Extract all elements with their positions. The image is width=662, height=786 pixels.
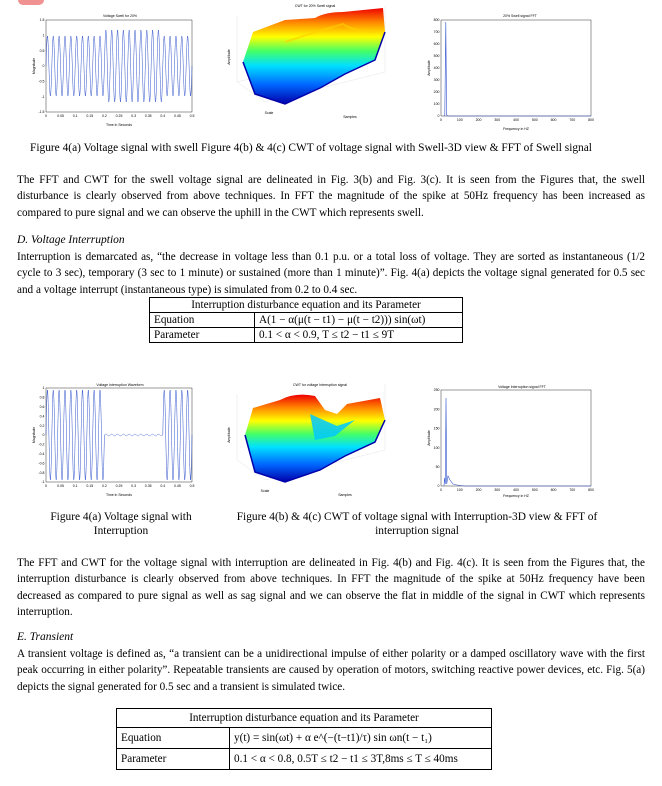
- interruption-waveform-svg: [30, 380, 195, 498]
- figure-4b-swell-cwt-3d: [225, 2, 395, 120]
- y-tick-label: 1.5: [39, 18, 45, 23]
- x-tick-label: 0.35: [144, 484, 152, 488]
- x-tick-label: 700: [569, 488, 576, 492]
- y-tick-label: 0.6: [39, 405, 45, 409]
- y-tick-label: 300: [433, 78, 440, 83]
- cwt-3d-svg: [225, 2, 395, 120]
- plot-title: Voltage Interruption signal FFT: [498, 385, 546, 389]
- y-tick-label: 0.2: [39, 423, 45, 428]
- y-tick-label: 800: [433, 18, 440, 23]
- x-axis-label: Time in Seconds: [106, 493, 132, 497]
- y-tick-label: 0.4: [39, 414, 45, 419]
- figure-caption-row1: Figure 4(a) Voltage signal with swell Figure 4(b) & 4(c) CWT of voltage signal with Swell-3D view & FFT of Swell signal: [30, 142, 592, 154]
- equation-value: y(t) = sin(ωt) + α e^(−(t−t1)/τ) sin ωn(t − t₁): [230, 728, 492, 749]
- equation-label: Equation: [117, 728, 230, 749]
- x-tick-label: 0: [440, 488, 442, 492]
- caption-line: Figure 4(a) Voltage signal with: [50, 511, 192, 523]
- figure-4c-interruption-fft: [425, 380, 595, 498]
- section-heading-voltage-interruption: D. Voltage Interruption: [17, 234, 125, 246]
- x-tick-label: 100: [456, 118, 463, 122]
- x-tick-label: 0.3: [131, 484, 137, 488]
- y-tick-label: -0.5: [38, 79, 45, 84]
- x-tick-label: 0.5: [189, 114, 195, 118]
- x-tick-label: 0: [45, 114, 47, 118]
- y-tick-label: 50: [435, 465, 440, 469]
- transient-equation-table: [116, 708, 492, 770]
- figure-4c-swell-fft: [425, 10, 595, 131]
- caption-line: Figure 4(b) & 4(c) CWT of voltage signal with Interruption-3D view & FFT of: [236, 511, 598, 523]
- y-tick-label: 0.8: [39, 395, 45, 400]
- y-tick-label: 200: [433, 90, 440, 95]
- paragraph-transient-definition: A transient voltage is defined as, “a transient can be a unidirectional impulse of either polarity or a damped oscillatory wave with the first peak occurring in either polarity”. Repeatable transients are caused by operation of motors, switching reactive power devices, etc. Fig. 5(a) depicts the signal generated for 0.5 sec and a transient is simulated twice.: [17, 648, 645, 693]
- plot-title: 20% Swell signal FFT: [503, 14, 537, 18]
- y-tick-label: 250: [433, 388, 440, 393]
- paragraph-swell-analysis: The FFT and CWT for the swell voltage signal are delineated in Fig. 3(b) and Fig. 3(c). It is seen from the Figures that, the swell disturbance is clearly observed from above techniques. In FFT the magnitude of the spike at 50Hz frequency has been increased as compared to pure signal and we can observe the uphill in the CWT which represents swell.: [17, 174, 645, 219]
- x-tick-label: 700: [569, 118, 576, 122]
- interruption-equation-table: [149, 297, 463, 343]
- x-tick-label: 100: [456, 488, 463, 492]
- fft-svg: [425, 380, 595, 498]
- figure-4a-interruption-plot: [30, 380, 195, 498]
- parameter-label: Parameter: [117, 749, 230, 770]
- y-tick-label: 200: [433, 407, 440, 412]
- x-tick-label: 500: [531, 118, 538, 122]
- caption-line: Interruption: [93, 525, 149, 537]
- paragraph-interruption-analysis: The FFT and CWT for the voltage signal with interruption are delineated in Fig. 4(b) and Fig. 4(c). It is seen from the Figures that, the interruption disturbance is clearly observed from above techniques. In FFT the magnitude of the spike at 50Hz frequency have been decreased as compared to pure signal as well as sag signal and we can observe the flat in middle of the signal in CWT which represents interruption.: [17, 557, 645, 618]
- x-tick-label: 400: [513, 488, 519, 492]
- y-tick-label: 150: [433, 426, 440, 431]
- y-axis-label: Magnitude: [32, 57, 36, 75]
- figure-4b-interruption-cwt-3d: [225, 380, 395, 498]
- y-axis-label: Magnitude: [32, 426, 36, 444]
- y-tick-label: 700: [433, 30, 440, 35]
- parameter-value: 0.1 < α < 0.9, T ≤ t2 − t1 ≤ 9T: [255, 328, 463, 343]
- y-tick-label: 400: [433, 66, 440, 71]
- x-tick-label: 0.1: [72, 484, 78, 488]
- y-tick-label: 500: [433, 54, 440, 59]
- x-tick-label: 200: [475, 118, 482, 122]
- x-tick-label: 0.05: [57, 114, 65, 118]
- cwt-3d-svg: [225, 380, 395, 498]
- x-tick-label: 0.25: [115, 484, 123, 488]
- x-tick-label: 0.5: [189, 484, 195, 488]
- x-tick-label: 0.4: [160, 484, 166, 488]
- cwt-surface: [243, 8, 385, 104]
- y-tick-label: 1: [42, 386, 45, 391]
- x-axis-label-scale: Scale: [260, 489, 270, 493]
- x-tick-label: 0.05: [57, 484, 65, 488]
- x-axis-label: Frequency in HZ: [503, 127, 529, 131]
- y-tick-label: 0: [42, 64, 45, 69]
- x-tick-label: 0.35: [144, 114, 152, 118]
- equation-label: Equation: [150, 313, 255, 328]
- x-axis-label-scale: Scale: [264, 111, 274, 115]
- plot-title: Voltage Interruption Waveform: [96, 383, 144, 387]
- paragraph-interruption-definition: Interruption is demarcated as, “the decrease in voltage less than 0.1 p.u. or a total loss of voltage. They are sorted as instantaneous (1/2 cycle to 3 sec), temporary (3 sec to 1 minute) or sustained (more than 1 minute)”. Fig. 4(a) depicts the voltage signal generated for 0.5 sec and a voltage interrupt (instantaneous type) is simulated from 0.2 to 0.4 sec.: [17, 251, 645, 296]
- y-tick-label: -0.4: [38, 452, 45, 456]
- caption-line: interruption signal: [375, 525, 459, 537]
- x-axis-label: Time in Seconds: [106, 123, 132, 127]
- y-tick-label: -1: [41, 94, 45, 99]
- x-tick-label: 0.1: [72, 114, 78, 118]
- x-tick-label: 0.45: [173, 114, 181, 118]
- x-tick-label: 800: [588, 488, 594, 492]
- y-tick-label: -1.5: [38, 110, 45, 115]
- x-axis-label-samples: Samples: [338, 493, 352, 497]
- x-tick-label: 0: [440, 118, 442, 122]
- figure-4a-swell-plot: [30, 10, 195, 128]
- figure-caption-4a-interruption: [36, 510, 206, 538]
- publisher-logo-fragment: [18, 0, 44, 5]
- y-tick-label: 0: [437, 114, 440, 119]
- x-tick-label: 0.15: [86, 114, 94, 118]
- x-tick-label: 300: [494, 488, 501, 492]
- x-tick-label: 0: [45, 484, 47, 488]
- y-axis-label: Amplitude: [427, 430, 431, 446]
- parameter-label: Parameter: [150, 328, 255, 343]
- x-tick-label: 0.15: [86, 484, 94, 488]
- plot-title: Voltage Swell for 20%: [102, 14, 138, 18]
- y-axis-label: Amplitude: [227, 49, 231, 65]
- section-heading-transient: E. Transient: [17, 631, 74, 643]
- x-tick-label: 500: [531, 488, 538, 492]
- y-tick-label: -1: [41, 480, 45, 485]
- table-title: Interruption disturbance equation and its Parameter: [117, 709, 492, 728]
- y-axis-label: Amplitude: [427, 60, 431, 76]
- parameter-value: 0.1 < α < 0.8, 0.5T ≤ t2 − t1 ≤ 3T,8ms ≤ T ≤ 40ms: [230, 749, 492, 770]
- y-tick-label: -0.6: [38, 461, 45, 466]
- x-tick-label: 600: [550, 488, 557, 492]
- plot-title: CWT for 20% Swell signal: [294, 4, 336, 8]
- y-tick-label: -0.8: [38, 470, 45, 475]
- fft-svg: [425, 10, 595, 131]
- x-tick-label: 400: [513, 118, 519, 122]
- swell-waveform-svg: [30, 10, 195, 128]
- x-tick-label: 0.4: [160, 114, 166, 118]
- x-axis-label: Frequency in HZ: [503, 494, 529, 498]
- y-tick-label: -0.2: [38, 442, 45, 447]
- x-tick-label: 200: [475, 488, 482, 492]
- x-tick-label: 0.2: [101, 484, 107, 488]
- table-title: Interruption disturbance equation and its Parameter: [150, 298, 463, 313]
- x-tick-label: 800: [588, 118, 594, 122]
- y-axis-label: Amplitude: [227, 427, 231, 443]
- y-tick-label: 100: [433, 445, 440, 450]
- x-tick-label: 0.45: [173, 484, 181, 488]
- x-tick-label: 300: [494, 118, 501, 122]
- y-tick-label: 1: [42, 33, 45, 38]
- y-tick-label: 0.5: [39, 48, 45, 53]
- x-tick-label: 0.25: [115, 114, 123, 118]
- equation-value: A(1 − α(μ(t − t1) − μ(t − t2))) sin(ωt): [255, 313, 463, 328]
- x-tick-label: 600: [550, 118, 557, 122]
- y-tick-label: 600: [433, 42, 440, 47]
- y-tick-label: 0: [42, 433, 45, 438]
- x-axis-label-samples: Samples: [343, 115, 357, 119]
- x-tick-label: 0.2: [101, 114, 107, 118]
- x-tick-label: 0.3: [131, 114, 137, 118]
- figure-caption-4b-4c-interruption: [222, 510, 612, 538]
- y-tick-label: 100: [433, 102, 440, 107]
- y-tick-label: 0: [437, 484, 440, 489]
- plot-title: CWT for voltage Interruption signal: [292, 383, 348, 387]
